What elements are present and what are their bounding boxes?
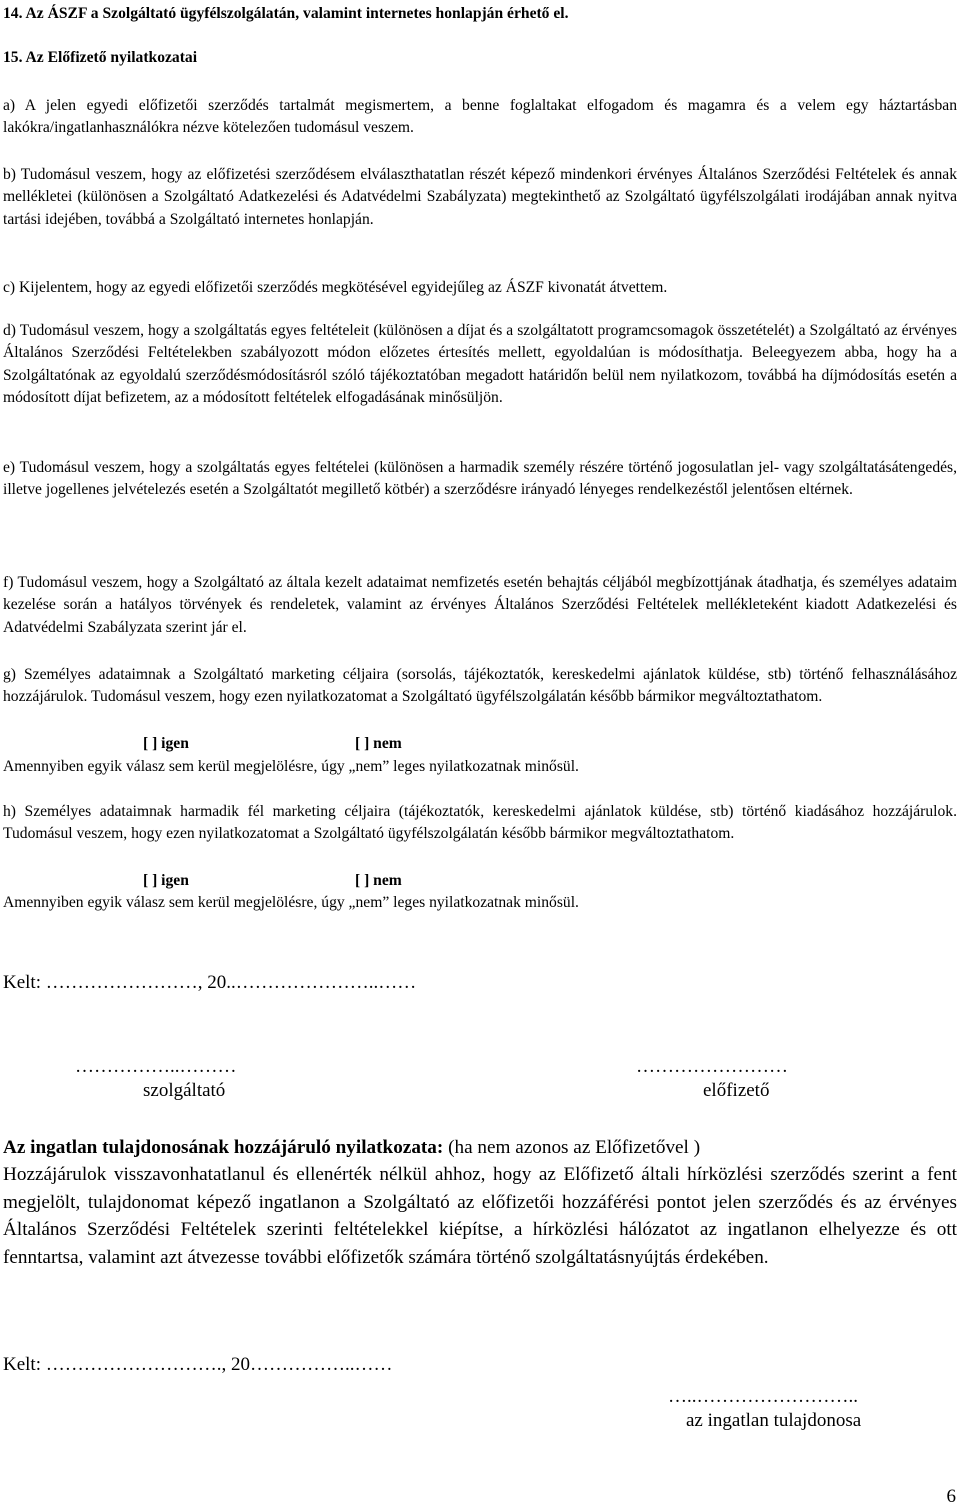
- clause-14: 14. Az ÁSZF a Szolgáltató ügyfélszolgálatán, valamint internetes honlapján érhető el.: [3, 5, 569, 22]
- choice-note-g: Amennyiben egyik válasz sem kerül megjelölésre, úgy „nem” leges nyilatkozatnak minősül.: [3, 758, 579, 775]
- signature-label-provider: szolgáltató: [143, 1080, 226, 1101]
- clause-g: g) Személyes adataimnak a Szolgáltató marketing céljaira (sorsolás, tájékoztatók, kereskedelmi ajánlatok küldése, stb) történő felhasználásához hozzájárulok. Tudomásul veszem, hogy ezen nyilatkozatomat a Szolgáltató ügyfélszolgálatán később bármikor megváltoztathatom.: [3, 666, 957, 706]
- checkbox-yes-g[interactable]: [ ] igen: [143, 735, 189, 752]
- signature-dots-provider: ……………..………: [75, 1056, 237, 1077]
- clause-e: e) Tudomásul veszem, hogy a szolgáltatás egyes feltételei (különösen a harmadik személy részére történő jogosulatlan jel- vagy szolgáltatásátengedés, illetve jogellenes jelvételezés esetén a Szolgáltatót megillető kötbér) a szerződésre irányadó lényeges rendelkezéstől jelentősen eltérnek.: [3, 459, 957, 499]
- checkbox-no-h[interactable]: [ ] nem: [355, 872, 402, 889]
- clause-a: a) A jelen egyedi előfizetői szerződés tartalmát megismertem, a benne foglaltakat elfogadom és magamra és a velem egy háztartásban lakókra/ingatlanhasználókra nézve kötelezően tudomásul veszem.: [3, 97, 957, 137]
- owner-consent-title: Az ingatlan tulajdonosának hozzájáruló nyilatkozata:: [3, 1137, 444, 1158]
- signature-dots-subscriber: ……………………: [636, 1056, 788, 1077]
- clause-d: d) Tudomásul veszem, hogy a szolgáltatás egyes feltételeit (különösen a díjat és a szolgáltatott programcsomagok összetételét) a Szolgáltató az érvényes Általános Szerződési Feltételekben szabályozott módon előzetes értesítés mellett, egyoldalúan is módosíthatja. Beleegyezem abba, hogy ha a Szolgáltatónak az egyoldalú szerződésmódosításról szóló tájékoztatóban megadott határidőn belül nem nyilatkozom, továbbá ha díjmódosítás esetén a módosított díjat befizetem, az a módosított feltételek elfogadásának minősüljön.: [3, 322, 957, 406]
- checkbox-yes-h[interactable]: [ ] igen: [143, 872, 189, 889]
- signature-dots-owner: …..……………………..: [668, 1386, 858, 1407]
- owner-consent-subtitle: (ha nem azonos az Előfizetővel ): [443, 1137, 701, 1158]
- clause-f: f) Tudomásul veszem, hogy a Szolgáltató az általa kezelt adataimat nemfizetés esetén behajtás céljából megbízottjának átadhatja, és személyes adataim kezelése során a hatályos törvények és rendeletek, valamint az érvényes Általános Szerződési Feltételek mellékleteként kiadott Adatkezelési és Adatvédelmi Szabályzata szerint jár el.: [3, 574, 957, 636]
- date-line-1: Kelt: ……………………, 20..…………………..……: [3, 972, 417, 993]
- clause-h: h) Személyes adataimnak harmadik fél marketing céljaira (tájékoztatók, kereskedelmi ajánlatok küldése, stb) történő kiadásához hozzájárulok. Tudomásul veszem, hogy ezen nyilatkozatomat a Szolgáltató ügyfélszolgálatán később bármikor megváltoztathatom.: [3, 803, 957, 843]
- signature-label-owner: az ingatlan tulajdonosa: [686, 1410, 862, 1431]
- signature-label-subscriber: előfizető: [703, 1080, 770, 1101]
- clause-c: c) Kijelentem, hogy az egyedi előfizetői szerződés megkötésével egyidejűleg az ÁSZF kivonatát átvettem.: [3, 279, 668, 296]
- page-number: 6: [946, 1486, 956, 1507]
- section-15-heading: 15. Az Előfizető nyilatkozatai: [3, 49, 198, 66]
- checkbox-no-g[interactable]: [ ] nem: [355, 735, 402, 752]
- owner-consent-heading: [3, 1134, 957, 1162]
- owner-consent-body: Hozzájárulok visszavonhatatlanul és ellenérték nélkül ahhoz, hogy az Előfizető általi hírközlési szerződés szerint a fent megjelölt, tulajdonomat képező ingatlanon a Szolgáltató az előfizetői hozzáférési pontot jelen szerződés és az érvényes Általános Szerződési Feltételek szerinti feltételekkel kiépítse, a hírközlési hálózatot az ingatlanon elhelyezze és ott fenntartsa, valamint azt átvezesse további előfizetők számára történő szolgáltatásnyújtás érdekében.: [3, 1164, 957, 1268]
- choice-note-h: Amennyiben egyik válasz sem kerül megjelölésre, úgy „nem” leges nyilatkozatnak minősül.: [3, 894, 579, 911]
- date-line-2: Kelt: ………………………., 20……………..……: [3, 1354, 393, 1375]
- clause-b: b) Tudomásul veszem, hogy az előfizetési szerződésem elválaszthatatlan részét képező mindenkori érvényes Általános Szerződési Feltételek és annak mellékletei (különösen a Szolgáltató Adatkezelési és Adatvédelmi Szabályzata) megtekinthető az Szolgáltató ügyfélszolgálati irodájában annak nyitva tartási idejében, továbbá a Szolgáltató internetes honlapján.: [3, 166, 957, 228]
